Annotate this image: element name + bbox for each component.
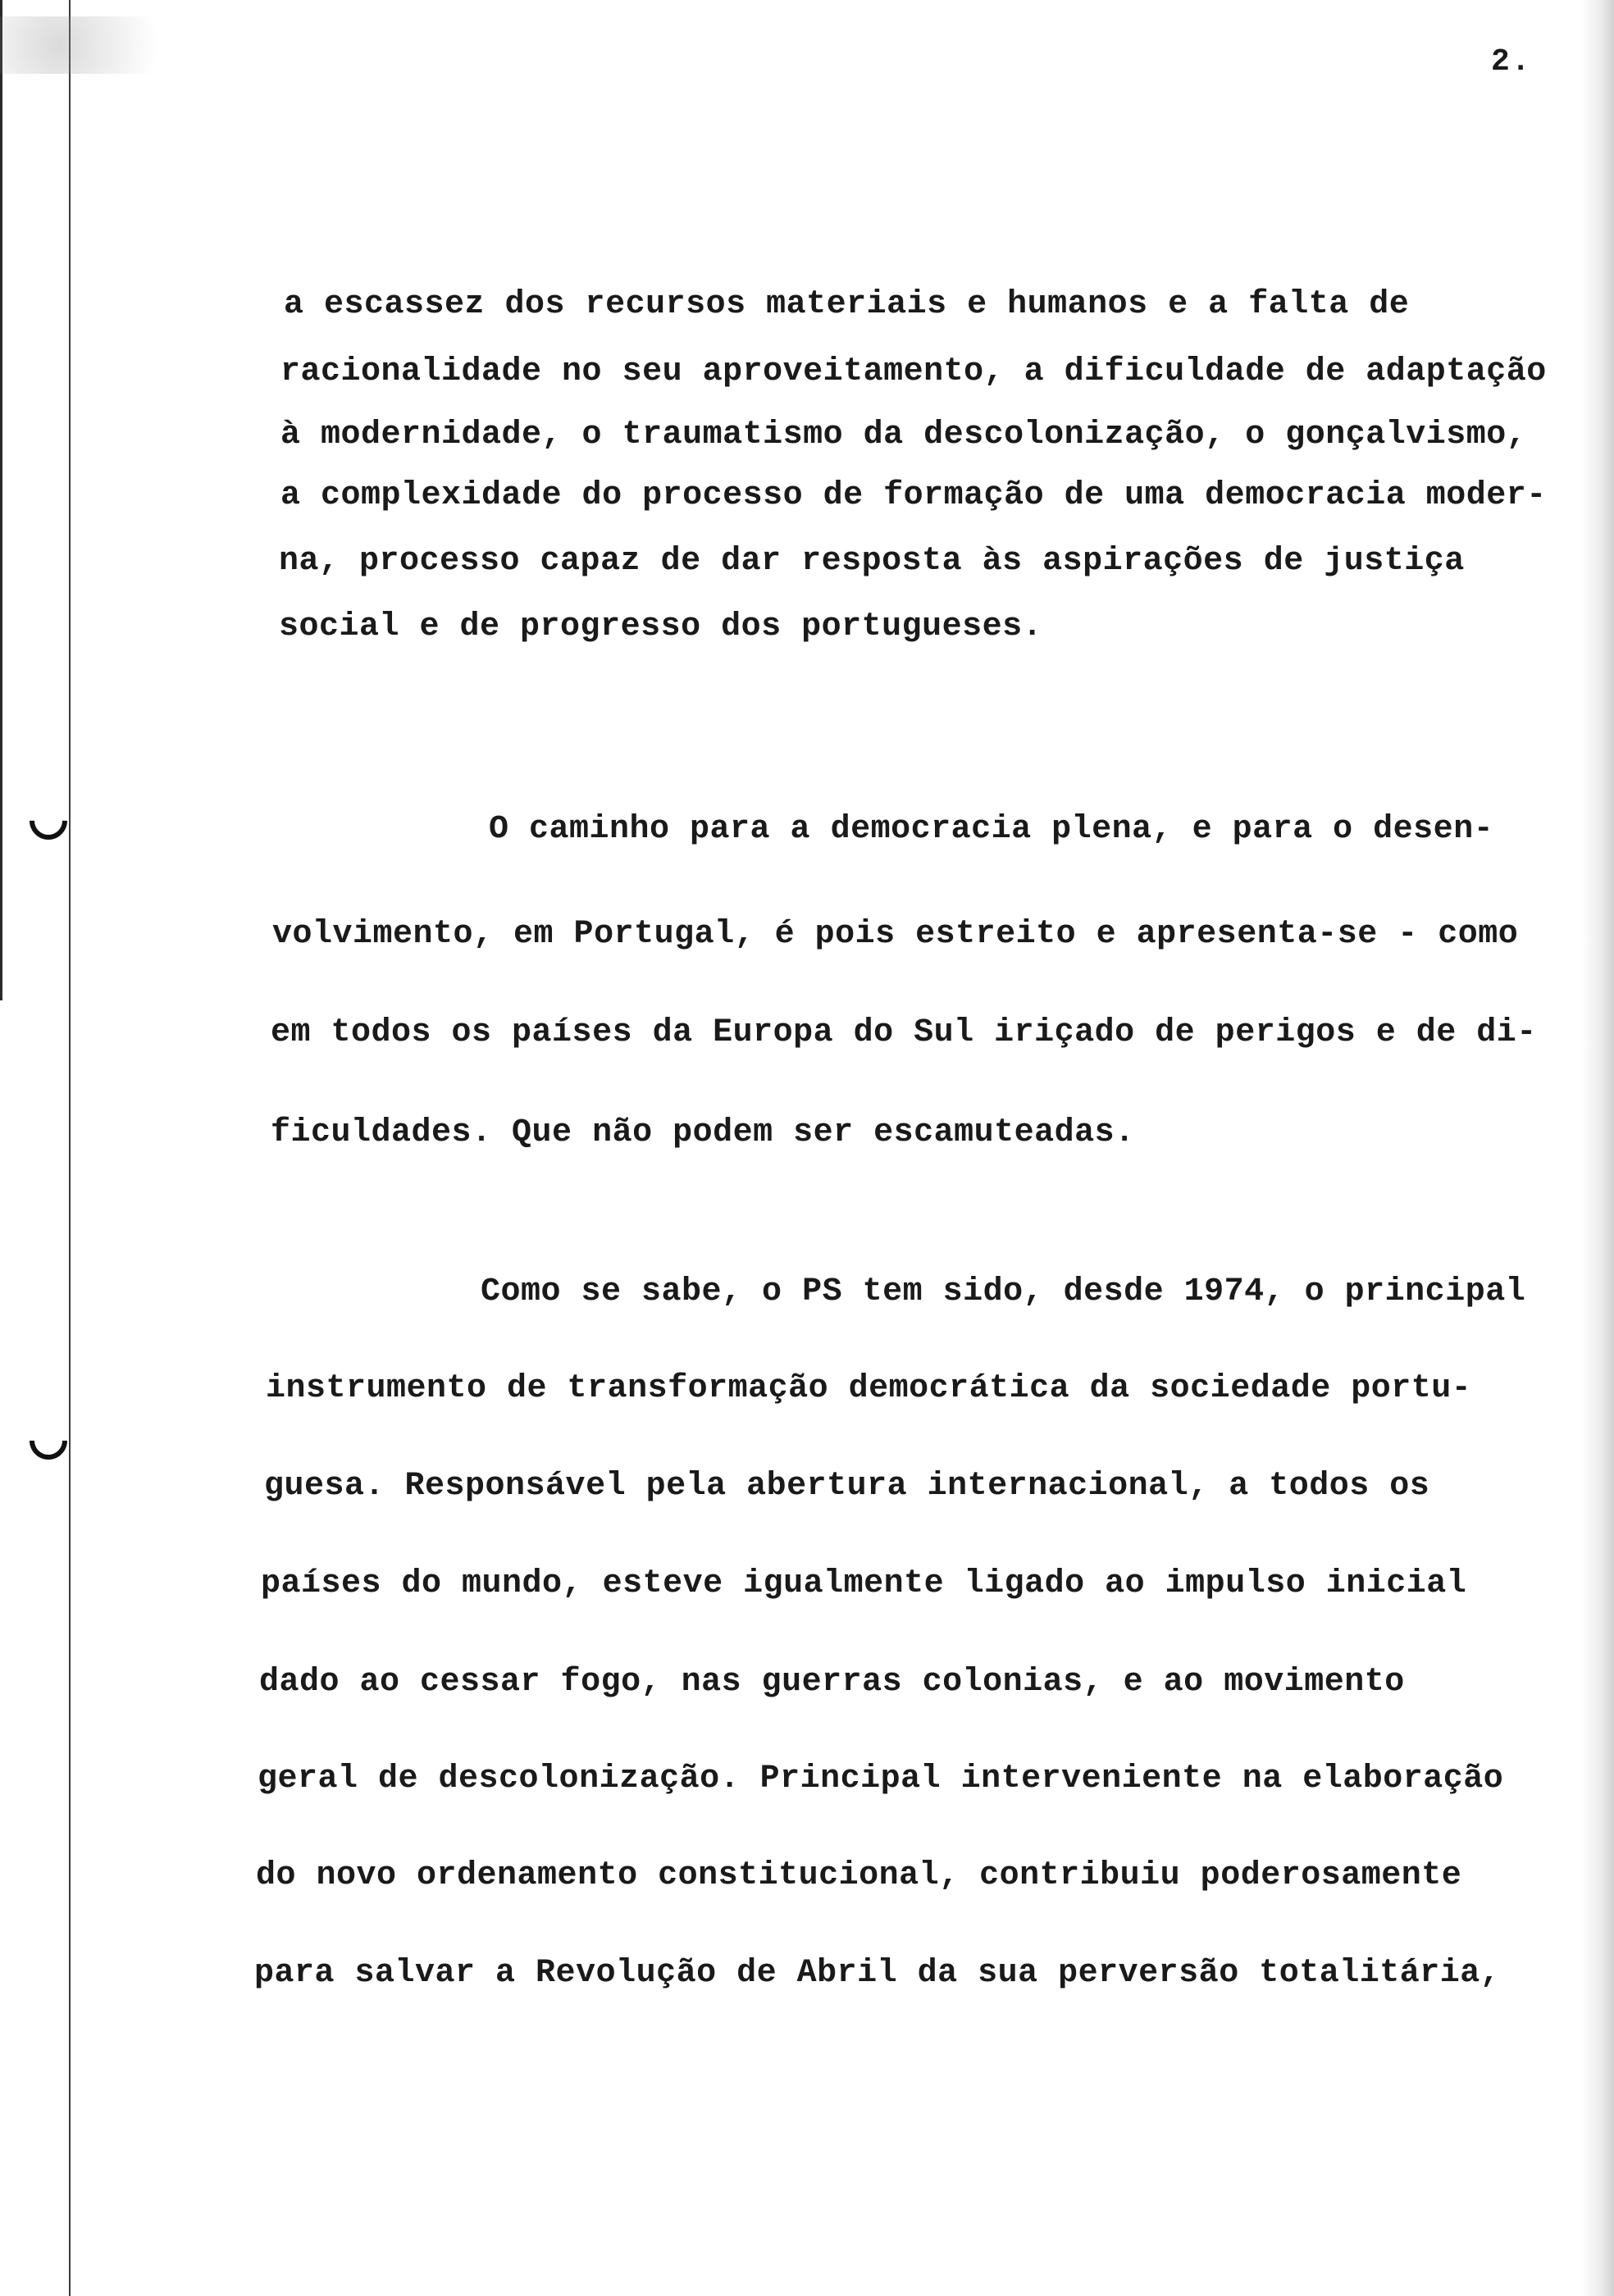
text-line: em todos os países da Europa do Sul iriçado de perigos e de di- <box>271 1014 1537 1051</box>
page-number: 2. <box>1491 44 1532 80</box>
text-line: guesa. Responsável pela abertura internacional, a todos os <box>264 1468 1430 1505</box>
text-line: à modernidade, o traumatismo da descolonização, o gonçalvismo, <box>280 417 1527 453</box>
punch-hole-mark <box>21 794 75 847</box>
punch-hole-mark <box>21 1414 75 1467</box>
text-line: racionalidade no seu aproveitamento, a dificuldade de adaptação <box>280 353 1547 390</box>
scan-noise <box>0 16 197 74</box>
text-line: instrumento de transformação democrática da sociedade portu- <box>266 1370 1472 1407</box>
text-line: social e de progresso dos portugueses. <box>279 608 1043 645</box>
text-line: do novo ordenamento constitucional, contribuiu poderosamente <box>256 1857 1462 1894</box>
text-line: para salvar a Revolução de Abril da sua perversão totalitária, <box>254 1955 1501 1992</box>
text-line: na, processo capaz de dar resposta às aspirações de justiça <box>279 543 1465 580</box>
text-line: volvimento, em Portugal, é pois estreito e apresenta-se - como <box>272 916 1519 953</box>
text-line: países do mundo, esteve igualmente ligado ao impulso inicial <box>261 1565 1467 1602</box>
text-line: a escassez dos recursos materiais e humanos e a falta de <box>284 286 1410 323</box>
text-line: O caminho para a democracia plena, e para o desen- <box>489 811 1494 848</box>
text-line: ficuldades. Que não podem ser escamuteadas. <box>271 1114 1135 1151</box>
scan-edge-shadow <box>1581 0 1614 2296</box>
text-line: Como se sabe, o PS tem sido, desde 1974, o principal <box>481 1273 1526 1310</box>
text-line: a complexidade do processo de formação de uma democracia moder- <box>280 477 1547 514</box>
page-edge-line <box>0 0 2 1000</box>
text-line: dado ao cessar fogo, nas guerras colonias, e ao movimento <box>259 1664 1405 1701</box>
margin-line <box>69 0 71 2296</box>
text-line: geral de descolonização. Principal interveniente na elaboração <box>258 1761 1504 1797</box>
